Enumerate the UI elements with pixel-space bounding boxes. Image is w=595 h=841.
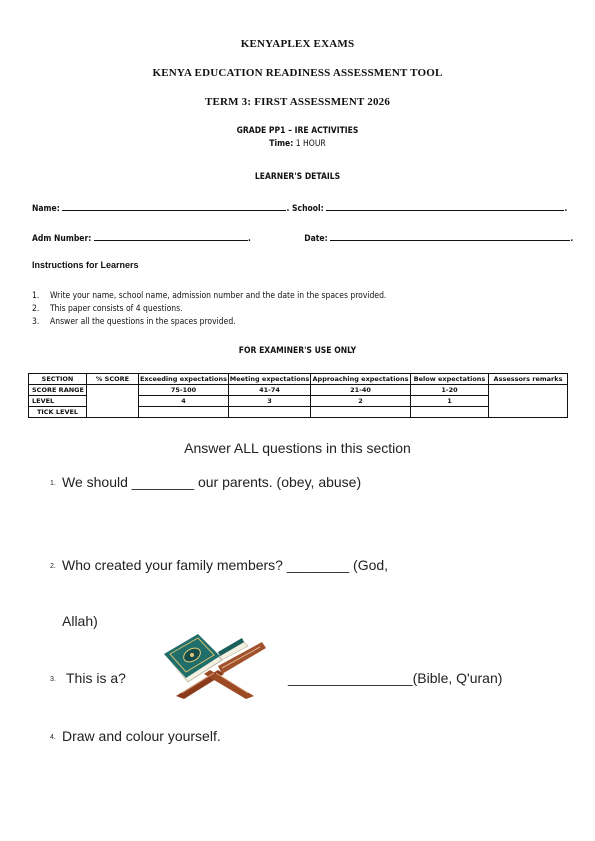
adm-field[interactable] <box>94 231 248 241</box>
org-title: KENYAPLEX EXAMS <box>240 38 355 50</box>
school-label: School: <box>292 204 324 214</box>
instructions-title: Instructions for Learners <box>32 260 139 270</box>
table-cell: 41-74 <box>229 385 311 396</box>
table-row <box>29 385 568 396</box>
question-2-continued: Allah) <box>62 613 98 629</box>
term-title: TERM 3: FIRST ASSESSMENT 2026 <box>204 96 391 108</box>
table-header: Exceeding expectations <box>139 375 228 383</box>
score-cell[interactable] <box>87 385 139 418</box>
question-number: 2. <box>50 562 56 570</box>
row-label: TICK LEVEL <box>29 407 87 418</box>
table-header: SECTION <box>29 374 87 385</box>
instruction-item: 1. Write your name, school name, admission number and the date in the spaces provided. <box>32 291 387 301</box>
time-value: 1 HOUR <box>295 139 326 149</box>
learner-details-title: LEARNER'S DETAILS <box>254 172 341 182</box>
time-line <box>0 139 595 149</box>
time-label: Time: <box>269 139 294 149</box>
question-text: Who created your family members? ________ (God, <box>62 557 389 573</box>
tick-cell[interactable] <box>411 407 489 418</box>
question-text: We should ________ our parents. (obey, abuse) <box>62 474 362 490</box>
table-header: % SCORE <box>87 374 139 385</box>
adm-label: Adm Number: <box>32 234 92 244</box>
instruction-item: 2. This paper consists of 4 questions. <box>32 304 183 314</box>
question-1 <box>50 474 361 490</box>
question-3-blank: ________________(Bible, Q'uran) <box>288 670 503 686</box>
table-cell: 1-20 <box>411 385 489 396</box>
examiner-table <box>28 373 568 418</box>
question-3 <box>50 670 126 686</box>
question-2 <box>50 557 388 573</box>
question-number: 1. <box>50 479 56 487</box>
date-field[interactable] <box>330 231 570 241</box>
grade-title: GRADE PP1 – IRE ACTIVITIES <box>236 126 359 136</box>
table-cell: 4 <box>139 396 229 407</box>
question-number: 4. <box>50 733 56 741</box>
tick-cell[interactable] <box>311 407 411 418</box>
examiner-table-wrap <box>28 373 568 418</box>
examiner-title: FOR EXAMINER'S USE ONLY <box>238 346 357 356</box>
name-label: Name: <box>32 204 60 214</box>
table-cell: 1 <box>411 396 489 407</box>
table-header: Meeting expectations <box>229 375 310 383</box>
table-header: Below expectations <box>411 374 489 385</box>
question-text: This is a? <box>66 670 126 686</box>
row-label: LEVEL <box>29 396 87 407</box>
name-school-row: Name: . School: . <box>32 201 572 214</box>
table-header: Approaching expectations <box>311 374 411 385</box>
tool-title: KENYA EDUCATION READINESS ASSESSMENT TOOL <box>152 67 443 79</box>
tick-cell[interactable] <box>139 407 229 418</box>
question-4 <box>50 728 221 744</box>
remarks-cell[interactable] <box>489 385 568 418</box>
table-cell: 21-40 <box>311 385 411 396</box>
instruction-item: 3. Answer all the questions in the spaces provided. <box>32 317 236 327</box>
name-field[interactable] <box>62 201 286 211</box>
table-header-row <box>29 374 568 385</box>
adm-date-row: Adm Number: . Date: . <box>32 231 572 244</box>
row-label: SCORE RANGE <box>29 385 87 396</box>
table-header: Assessors remarks <box>489 374 568 385</box>
question-text: Draw and colour yourself. <box>62 728 221 744</box>
instructions-list <box>32 290 386 329</box>
tick-cell[interactable] <box>229 407 311 418</box>
school-field[interactable] <box>326 201 564 211</box>
table-cell: 75-100 <box>139 385 229 396</box>
quran-stand-icon <box>158 630 270 700</box>
question-number: 3. <box>50 675 56 683</box>
table-cell: 2 <box>311 396 411 407</box>
section-heading: Answer ALL questions in this section <box>184 440 411 456</box>
table-cell: 3 <box>229 396 311 407</box>
date-label: Date: <box>304 234 328 244</box>
